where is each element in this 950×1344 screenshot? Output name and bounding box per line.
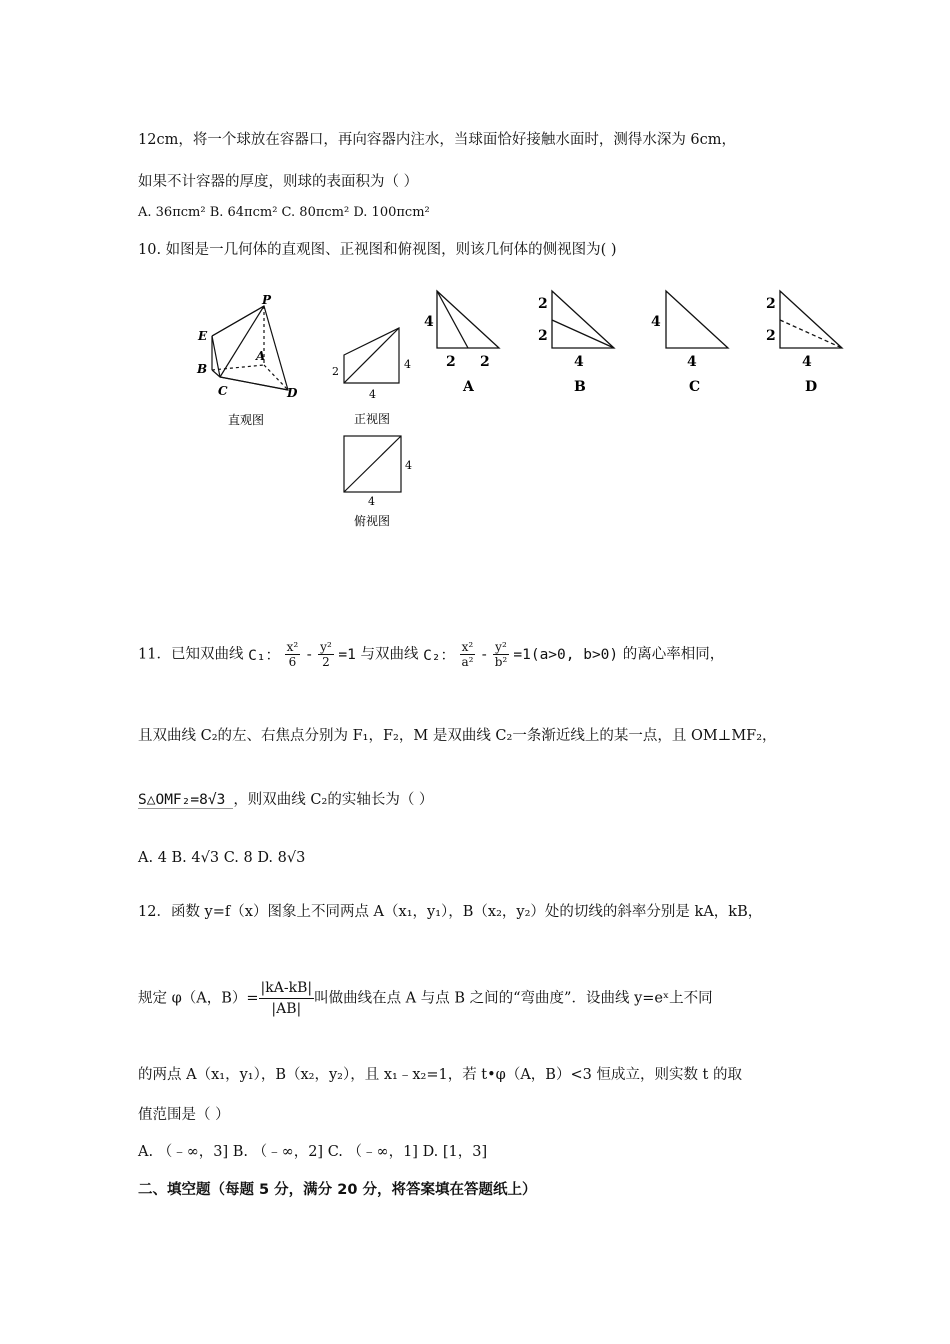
q11-line3-text: ，则双曲线 C₂的实轴长为（ ） xyxy=(233,792,434,808)
caption-solid: 直观图 xyxy=(228,413,265,427)
top-dim-bottom: 4 xyxy=(368,495,375,508)
label-B: B xyxy=(197,362,208,376)
choice-b-bottom: 4 xyxy=(574,354,584,370)
choice-d-l1: 2 xyxy=(766,296,776,312)
q11-c2: C₂： xyxy=(423,648,456,664)
choice-a-b1: 2 xyxy=(446,354,456,370)
label-C: C xyxy=(218,384,228,398)
choice-c-letter: C xyxy=(689,379,701,395)
q11-area: S△OMF₂=8√3 xyxy=(138,792,233,809)
q10-stem: 10. 如图是一几何体的直观图、正视图和俯视图，则该几何体的侧视图为( ) xyxy=(138,242,617,258)
q11-post: 的离心率相同， xyxy=(622,646,725,663)
q12-post: 叫做曲线在点 A 与点 B 之间的“弯曲度”．设曲线 y=eˣ上不同 xyxy=(314,990,713,1007)
q12-line4: 值范围是（ ） xyxy=(138,1107,230,1123)
q11-eq2-rhs: =1(a>0, b>0) xyxy=(513,646,619,663)
top-dim-right: 4 xyxy=(405,459,412,472)
q11-eq1-rhs: =1 xyxy=(338,646,356,663)
choice-d-l2: 2 xyxy=(766,328,776,344)
choice-d-bottom: 4 xyxy=(802,354,812,370)
choice-b-figure xyxy=(552,291,614,348)
q11-c1: C₁： xyxy=(248,648,281,664)
q11-mid: 与双曲线 xyxy=(360,646,419,663)
front-dim-left: 2 xyxy=(332,365,339,378)
q9-options: A. 36πcm² B. 64πcm² C. 80πcm² D. 100πcm² xyxy=(138,205,430,220)
q12-line3: 的两点 A（x₁，y₁），B（x₂，y₂），且 x₁﹣x₂=1，若 t•φ（A，B）<3 恒成立，则实数 t 的取 xyxy=(138,1067,742,1083)
label-P: P xyxy=(262,293,272,307)
q11-eq2-y: $\frac{\text{y²}}{\text{b²}}$ xyxy=(494,640,508,669)
choice-c-bottom: 4 xyxy=(687,354,697,370)
choice-a-letter: A xyxy=(463,379,474,395)
choice-b-letter: B xyxy=(574,379,586,395)
q11-options: A. 4 B. 4√3 C. 8 D. 8√3 xyxy=(138,850,306,866)
choice-a-b2: 2 xyxy=(480,354,490,370)
q12-pre: 规定 φ（A，B）= xyxy=(138,990,259,1007)
q11-eq1-x: $\frac{\text{x²}}{6}$ xyxy=(286,640,299,669)
q9-line2: 如果不计容器的厚度，则球的表面积为（ ） xyxy=(138,174,419,190)
choice-b-l1: 2 xyxy=(538,296,548,312)
solid-figure xyxy=(212,306,288,390)
q9-line1: 12cm，将一个球放在容器口，再向容器内注水，当球面恰好接触水面时，测得水深为 6cm， xyxy=(138,132,737,148)
label-E: E xyxy=(198,329,208,343)
caption-top: 俯视图 xyxy=(354,514,391,528)
choice-a-left: 4 xyxy=(424,314,434,330)
q11-pre: 11．已知双曲线 xyxy=(138,646,244,663)
q12-options: A. （﹣∞，3] B. （﹣∞，2] C. （﹣∞，1] D. [1，3] xyxy=(138,1144,488,1160)
front-dim-bottom: 4 xyxy=(369,388,376,401)
front-dim-right: 4 xyxy=(404,358,411,371)
choice-d-figure xyxy=(780,291,842,348)
choice-c-figure xyxy=(666,291,728,348)
q11-line2: 且双曲线 C₂的左、右焦点分别为 F₁，F₂，M 是双曲线 C₂一条渐近线上的某一点，且 OM⊥MF₂， xyxy=(138,728,777,744)
choice-d-letter: D xyxy=(805,379,818,395)
front-view xyxy=(344,328,399,383)
q12-frac: $\frac{|kA-kB|}{|AB|}$ xyxy=(260,980,313,1017)
q10-figures xyxy=(0,280,950,580)
label-D: D xyxy=(287,386,298,400)
q11-line1: 11．已知双曲线 C₁： $\frac{\text{x²}}{6}$ - $\frac{\text{y²}}{2}$ =1 与双曲线 C₂： $\frac{\text{x²}}{\text{a²}}$ - $\frac{\text{y²}}{\text{b²}}$ =1(a>0, b>0) 的离心率相同， xyxy=(138,640,725,669)
section2-heading: 二、填空题（每题 5 分，满分 20 分，将答案填在答题纸上） xyxy=(138,1182,537,1198)
q11-line3 xyxy=(138,788,433,809)
caption-front: 正视图 xyxy=(354,412,391,426)
choice-b-l2: 2 xyxy=(538,328,548,344)
q12-line1: 12．函数 y=f（x）图象上不同两点 A（x₁，y₁），B（x₂，y₂）处的切线的斜率分别是 kA，kB， xyxy=(138,904,763,920)
label-A: A xyxy=(256,349,266,363)
q12-line2 xyxy=(138,978,713,1019)
choice-c-left: 4 xyxy=(651,314,661,330)
q11-eq1-y: $\frac{\text{y²}}{2}$ xyxy=(320,640,332,669)
q11-eq2-x: $\frac{\text{x²}}{\text{a²}}$ xyxy=(461,640,474,669)
choice-a-figure xyxy=(437,291,499,348)
top-view xyxy=(344,436,401,492)
